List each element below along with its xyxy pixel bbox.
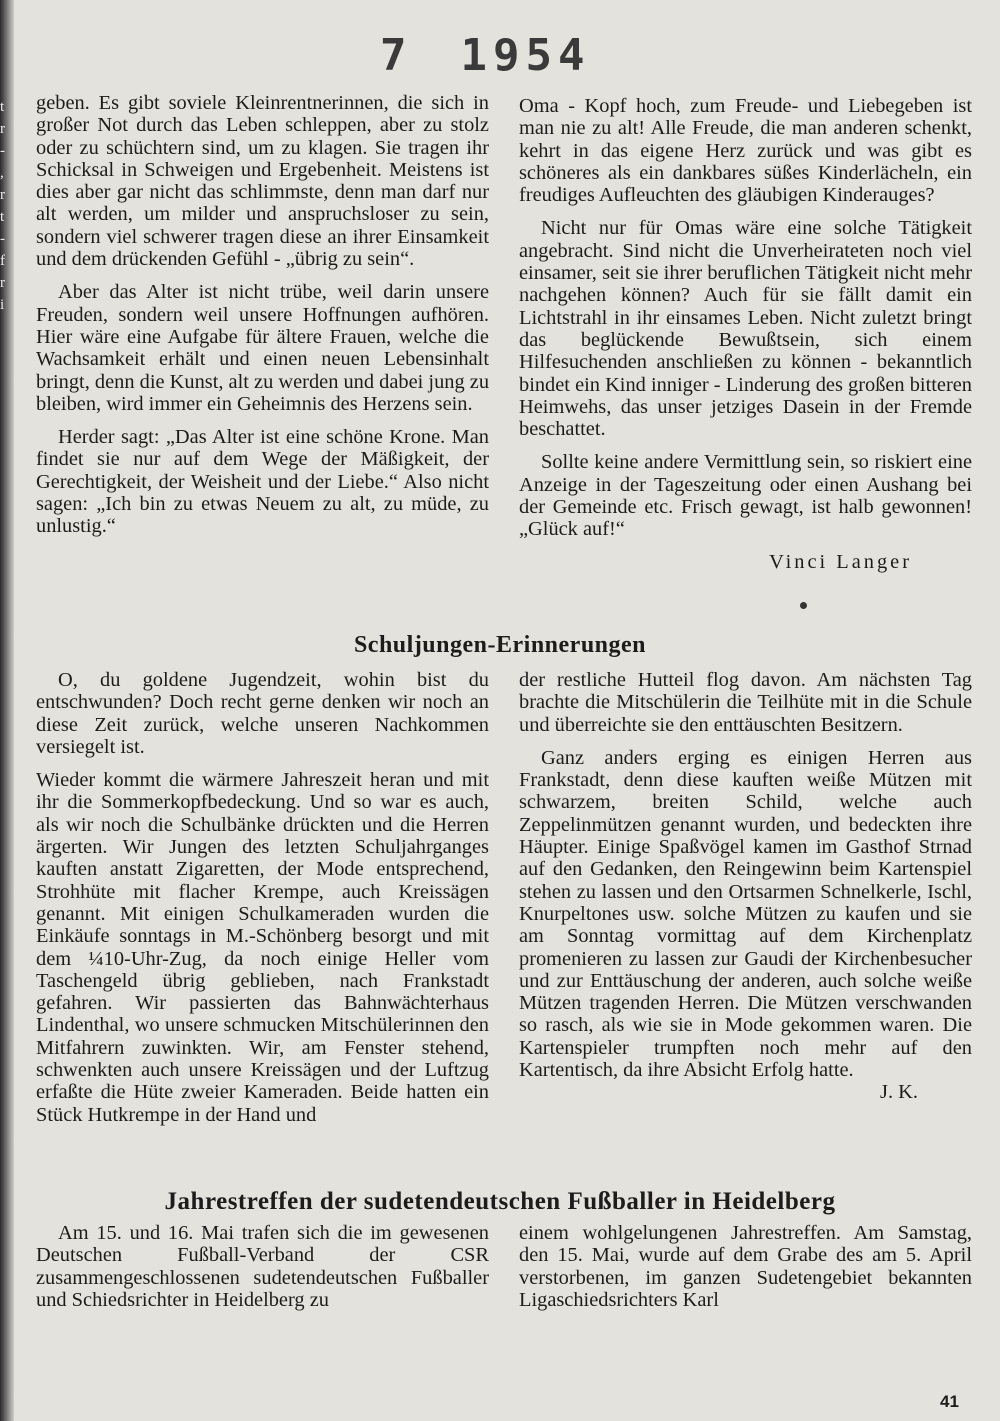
paragraph: Ganz anders erging es einigen Herren aus Frankstadt, denn diese kauften weiße Mützen mit schwarzem, breiten Schild, welche auch Zeppelinmützen genannt wurden, und bedeckten ihre Häupter. Einige Spaßvögel kamen im Gasthof Strnad auf den Gedanken, den Reingewinn beim Kartenspiel stehen zu lassen und den Ortsarmen Schnelkerle, Ischl, Knurpeltones usw. solche Mützen zu kaufen und sie am Sonntag vormittag auf dem Kirchenplatz promenieren zu lassen zur Gaudi der Kirchenbesucher und zur Enttäuschung der anderen, auch solche weiße Mützen tragenden Herren. Die Mützen verschwanden so rasch, als wie sie in Mode gekommen waren. Die Kartenspieler trumpften noch mehr auf den Kartentisch, da ihre Absicht Erfolg hatte. (519, 746, 972, 1082)
issue-number: 7 (380, 30, 413, 81)
paragraph: Am 15. und 16. Mai trafen sich die im gewesenen Deutschen Fußball-Verband der CSR zusammengeschlossenen sudetendeutschen Fußballer und Schiedsrichter in Heidelberg zu (36, 1222, 489, 1311)
paragraph: Herder sagt: „Das Alter ist eine schöne Krone. Man findet sie nur auf dem Wege der Mäßigkeit, der Gerechtigkeit, der Weisheit und der Liebe.“ Also nicht sagen: „Ich bin zu etwas Neuem zu alt, zu müde, zu unlustig.“ (36, 426, 489, 538)
paragraph: O, du goldene Jugendzeit, wohin bist du entschwunden? Doch recht gerne denken wir noch an diese Zeit zurück, welche unseren Nachkommen versiegelt ist. (36, 669, 489, 758)
paragraph: Sollte keine andere Vermittlung sein, so riskiert eine Anzeige in der Tageszeitung oder einen Aushang bei der Gemeinde etc. Frisch gewagt, ist halb gewonnen! „Glück auf!“ (519, 451, 972, 541)
paragraph: Nicht nur für Omas wäre eine solche Tätigkeit angebracht. Sind nicht die Unverheirateten noch viel einsamer, seit sie ihrer beruflichen Tätigkeit nicht mehr nachgehen können? Auch für sie fällt damit ein Lichtstrahl in ihr einsames Leben. Nicht zuletzt bringt das beglückende Bewußtsein, sich einem Hilfesuchenden anschließen zu können - bekanntlich bindet ein Kind inniger - Linderung des großen bitteren Heimwehs, das unser jetziges Dasein in der Fremde beschattet. (519, 217, 973, 441)
issue-header (380, 30, 590, 81)
article3-title: Jahrestreffen der sudetendeutschen Fußballer in Heidelberg (164, 1188, 836, 1215)
article2-signature: J. K. (880, 1081, 918, 1104)
separator-dot (800, 602, 807, 609)
paragraph: Wieder kommt die wärmere Jahreszeit heran und mit ihr die Sommerkopfbedeckung. Und so war es auch, als wir noch die Schulbänke drückten und die Herren ärgerten. Wir Jungen des letzten Schuljahrganges kauften anstatt Zigaretten, der Mode entsprechend, Strohhüte mit flacher Krempe, auch Kreissägen genannt. Mit einigen Schulkameraden wurden die Einkäufe sonntags in M.-Schönberg besorgt und mit dem ¼10-Uhr-Zug, da noch einige Heller vom Taschengeld übrig geblieben, nach Frankstadt gefahren. Wir passierten das Bahnwächterhaus Lindenthal, wo unsere schmucken Mitschülerinnen den Mitfahrern zuwinkten. Wir, am Fenster stehend, schwenkten auch unsere Kreissägen und der Luftzug erfaßte die Hüte zweier Kameraden. Beide hatten ein Stück Hutkrempe in der Hand und (36, 769, 489, 1126)
paragraph: Oma - Kopf hoch, zum Freude- und Liebegeben ist man nie zu alt! Alle Freude, die man anderen schenkt, kehrt in das eigene Herz zurück und was gibt es schöneres als ein dankbares süßes Kinderlächeln, ein freudiges Aufleuchten des gläubigen Kinderauges? (519, 95, 972, 207)
article1-signature: Vinci Langer (769, 550, 912, 573)
paragraph: Aber das Alter ist nicht trübe, weil darin unsere Freuden, sondern weil unsere Hoffnungen aufhören. Hier wäre eine Aufgabe für ältere Frauen, welche die Wachsamkeit erhält und einen neuen Lebensinhalt bringt, denn die Kunst, alt zu werden und dabei jung zu bleiben, wird immer ein Geheimnis des Herzens sein. (36, 281, 490, 415)
margin-fragments: t r - , r t - f r i (0, 99, 5, 313)
article1-right-column (519, 95, 972, 573)
article3-right-column (519, 1222, 972, 1311)
paragraph: geben. Es gibt soviele Kleinrentnerinnen, die sich in großer Not durch das Leben schleppen, aber zu stolz oder zu schüchtern sind, um zu klagen. Sie tragen ihr Schicksal in Schweigen und Ergebenheit. Meistens ist dies aber gar nicht das schlimmste, denn man darf nur alt werden, um milder und anspruchsloser zu sein, sondern viel schwerer tragen diese an ihrer Einsamkeit und dem drückenden Gefühl - „übrig zu sein“. (36, 92, 489, 271)
article2-left-column (36, 669, 489, 1126)
paragraph: der restliche Hutteil flog davon. Am nächsten Tag brachte die Mitschülerin die Teilhüte mit in die Schule und überreichte sie den enttäuschten Besitzern. (519, 669, 972, 736)
article2-title: Schuljungen-Erinnerungen (353, 632, 647, 658)
article1-left-column (36, 92, 489, 538)
issue-year: 1954 (460, 30, 591, 81)
article2-right-column (519, 669, 972, 1104)
paragraph: einem wohlgelungenen Jahrestreffen. Am Samstag, den 15. Mai, wurde auf dem Grabe des am 5. April verstorbenen, im ganzen Sudetengebiet bekannten Ligaschiedsrichters Karl (519, 1222, 972, 1311)
article3-left-column (36, 1222, 489, 1311)
page-number: 41 (940, 1392, 959, 1411)
